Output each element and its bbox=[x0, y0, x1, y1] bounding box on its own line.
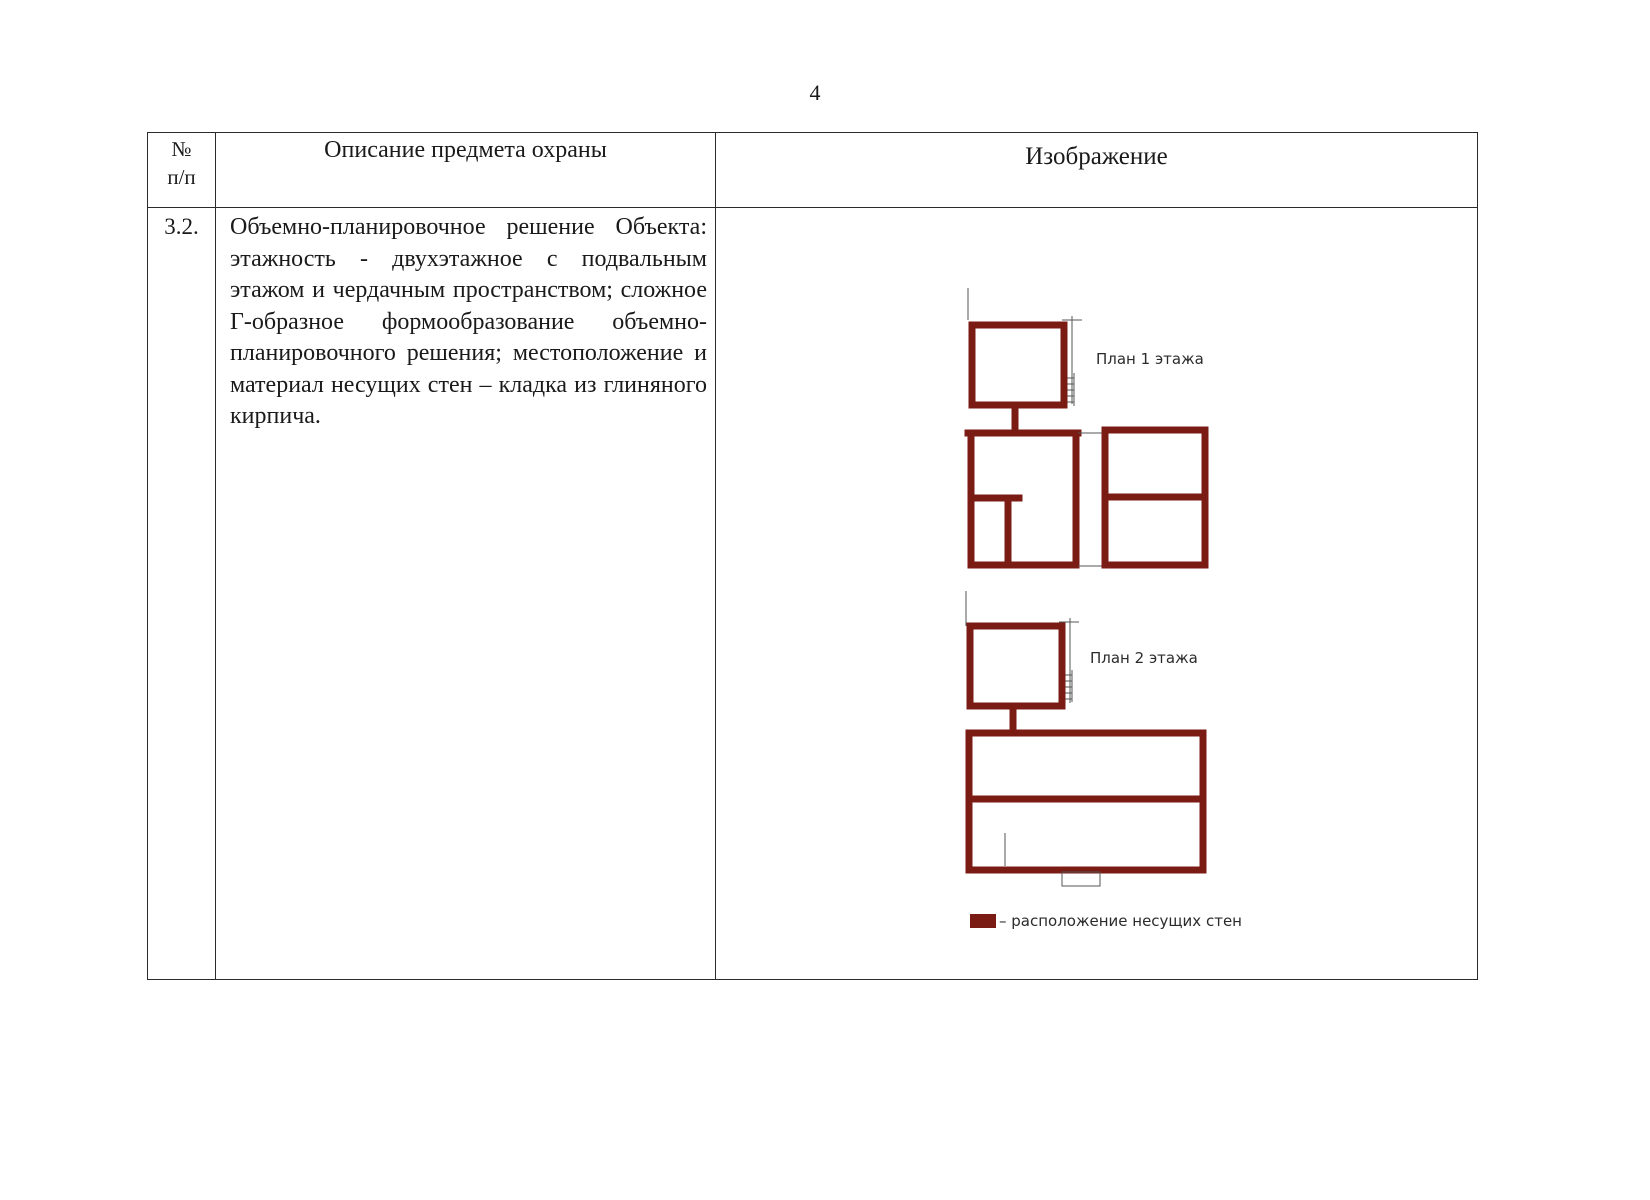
plan-1-label: План 1 этажа bbox=[1096, 350, 1204, 368]
plan-1-room-top bbox=[972, 325, 1064, 405]
wall-legend bbox=[970, 912, 1242, 930]
header-description: Описание предмета охраны bbox=[216, 133, 716, 208]
row-number: 3.2. bbox=[148, 208, 216, 980]
row-description-cell bbox=[216, 208, 716, 980]
header-number: № п/п bbox=[148, 133, 216, 208]
legend-label: – расположение несущих стен bbox=[999, 912, 1242, 930]
table-row bbox=[148, 208, 1478, 980]
floor-plans-walls bbox=[966, 288, 1242, 930]
plan-2-porch bbox=[1062, 872, 1100, 886]
plan-1-drawing bbox=[968, 288, 1205, 566]
plan-2-room-top bbox=[970, 626, 1062, 706]
row-image-cell bbox=[716, 208, 1478, 980]
legend-swatch bbox=[970, 914, 996, 928]
table-header-row bbox=[148, 133, 1478, 208]
page-number: 4 bbox=[809, 80, 821, 105]
header-image: Изображение bbox=[716, 133, 1478, 208]
protection-subject-table bbox=[147, 132, 1478, 980]
floor-plans-drawing bbox=[716, 208, 1476, 988]
plan-2-drawing bbox=[966, 591, 1203, 886]
row-description: Объемно-планировочное решение Объекта: этажность - двухэтажное с подвальным этажом и чердачным пространством; сложное Г-образное формообразование объемно-планировочного решения; местоположение и материал несущих стен – кладка из глиняного кирпича. bbox=[230, 214, 707, 429]
plan-2-label: План 2 этажа bbox=[1090, 649, 1198, 667]
